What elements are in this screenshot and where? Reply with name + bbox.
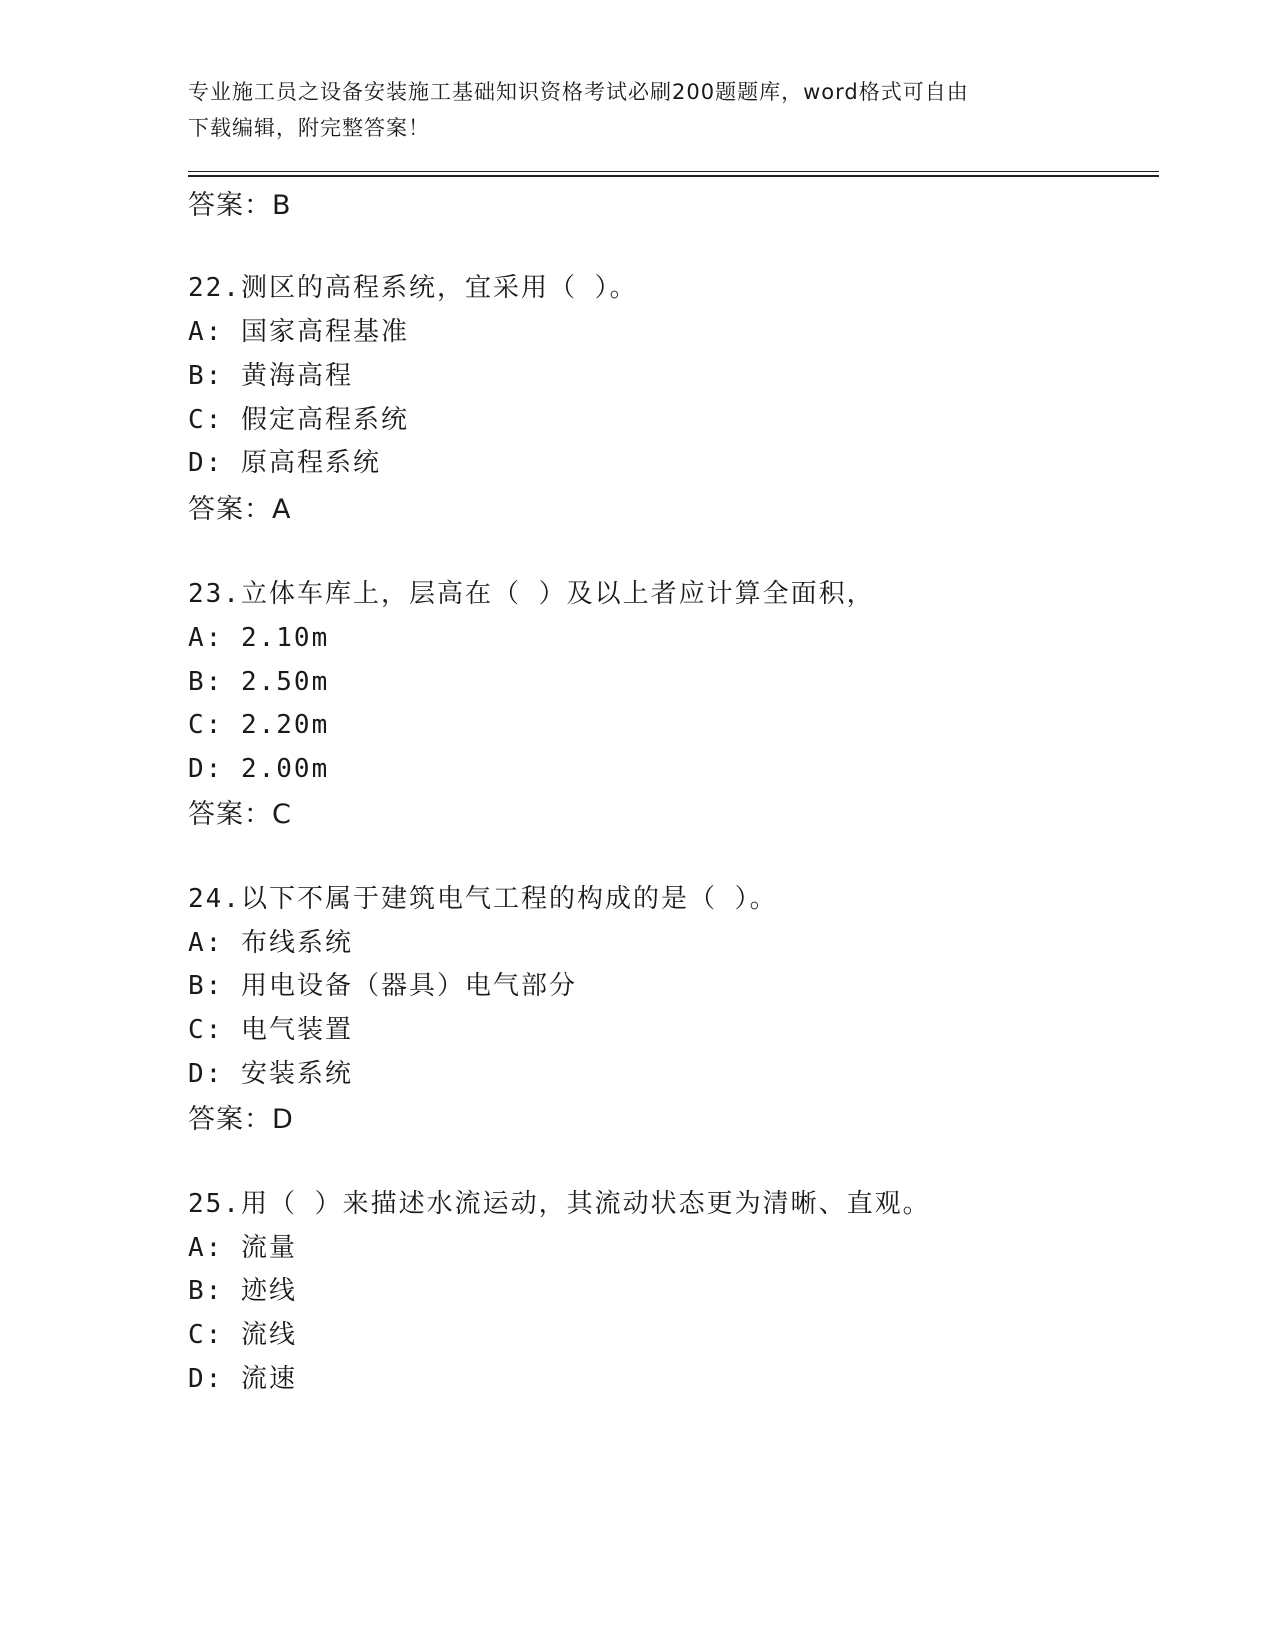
option-d — [188, 1058, 353, 1090]
option-c — [188, 1319, 297, 1351]
header-divider-thick — [188, 175, 1159, 177]
option-letter: B: — [188, 361, 224, 391]
option-letter: B: — [188, 667, 224, 697]
option-b — [188, 666, 329, 698]
option-text: 流量 — [240, 1233, 297, 1263]
option-d — [188, 753, 329, 785]
answer: 答案：A — [188, 494, 292, 525]
option-b — [188, 1275, 297, 1307]
option-letter: A: — [188, 928, 224, 958]
question-stem: 22.测区的高程系统，宜采用（ ）。 — [188, 273, 638, 303]
option-text: 2.00m — [240, 754, 330, 784]
header-divider-thin — [188, 171, 1159, 172]
option-text: 2.50m — [240, 667, 330, 697]
option-letter: B: — [188, 1276, 224, 1306]
option-text: 流速 — [240, 1364, 297, 1394]
option-text: 假定高程系统 — [240, 405, 409, 435]
option-letter: C: — [188, 1320, 224, 1350]
option-letter: C: — [188, 405, 224, 435]
option-letter: B: — [188, 971, 224, 1001]
option-text: 黄海高程 — [240, 361, 353, 391]
option-text: 国家高程基准 — [240, 317, 409, 347]
option-text: 2.10m — [240, 623, 330, 653]
option-a — [188, 622, 329, 654]
header-line-1: 专业施工员之设备安装施工基础知识资格考试必刷200题题库，word格式可自由 — [188, 80, 969, 104]
option-a — [188, 927, 353, 959]
option-d — [188, 447, 381, 479]
option-text: 迹线 — [240, 1276, 297, 1306]
option-text: 流线 — [240, 1320, 297, 1350]
option-text: 电气装置 — [240, 1015, 353, 1045]
option-letter: D: — [188, 448, 224, 478]
option-letter: A: — [188, 623, 224, 653]
answer: 答案：D — [188, 1104, 294, 1135]
option-text: 布线系统 — [240, 928, 353, 958]
option-text: 安装系统 — [240, 1059, 353, 1089]
option-d — [188, 1363, 297, 1395]
header-line-2: 下载编辑，附完整答案！ — [188, 116, 430, 140]
option-text: 原高程系统 — [240, 448, 381, 478]
option-b — [188, 360, 353, 392]
answer: 答案：C — [188, 799, 292, 830]
option-text: 2.20m — [240, 710, 330, 740]
option-letter: C: — [188, 710, 224, 740]
option-a — [188, 316, 409, 348]
question-stem: 24.以下不属于建筑电气工程的构成的是（ ）。 — [188, 884, 778, 914]
document-header — [188, 74, 1088, 146]
option-letter: D: — [188, 1364, 224, 1394]
question-stem: 25.用（ ）来描述水流运动，其流动状态更为清晰、直观。 — [188, 1189, 931, 1219]
option-letter: D: — [188, 1059, 224, 1089]
option-letter: D: — [188, 754, 224, 784]
question-stem: 23.立体车库上，层高在（ ）及以上者应计算全面积， — [188, 579, 875, 609]
option-c — [188, 404, 409, 436]
option-c — [188, 709, 329, 741]
option-letter: C: — [188, 1015, 224, 1045]
option-letter: A: — [188, 317, 224, 347]
option-letter: A: — [188, 1233, 224, 1263]
option-a — [188, 1232, 297, 1264]
option-b — [188, 970, 577, 1002]
option-text: 用电设备（器具）电气部分 — [240, 971, 577, 1001]
option-c — [188, 1014, 353, 1046]
previous-answer: 答案：B — [188, 190, 292, 221]
